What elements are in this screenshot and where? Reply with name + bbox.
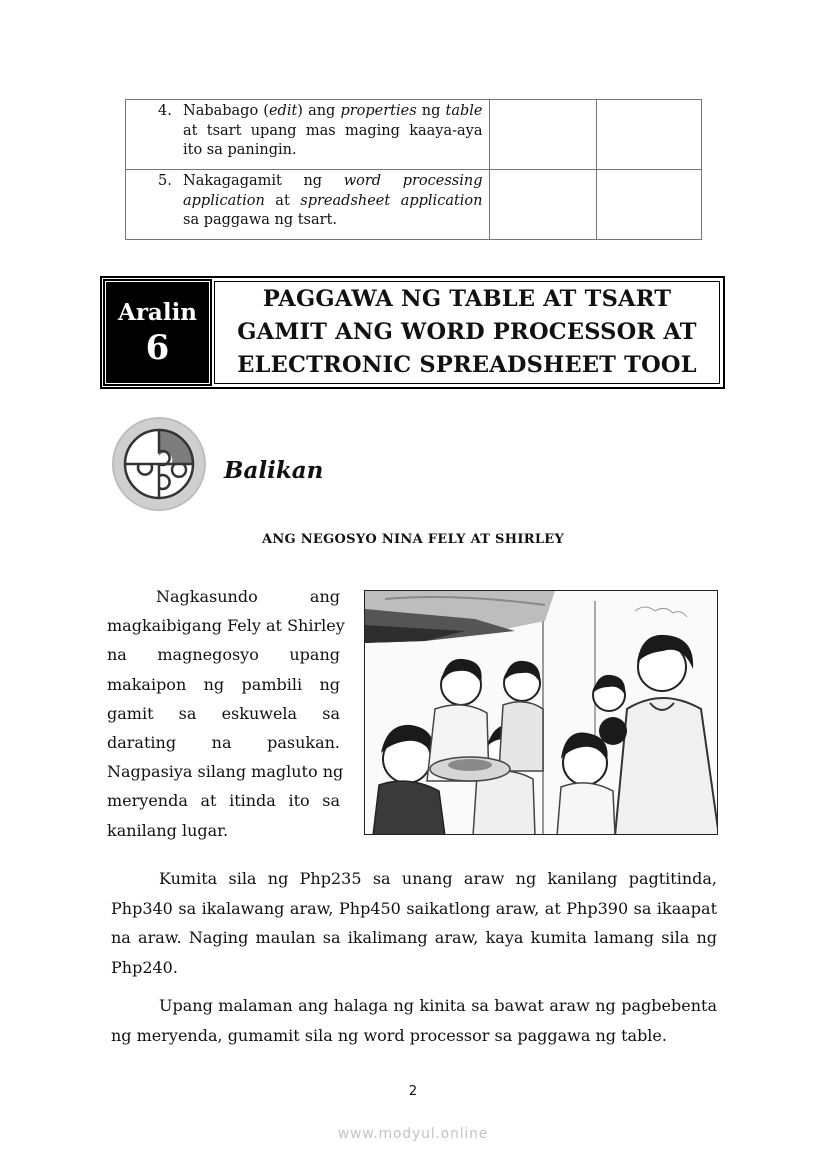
- paragraph: [111, 991, 717, 1050]
- story-illustration: [364, 590, 718, 835]
- story-title: ANG NEGOSYO NINA FELY AT SHIRLEY: [261, 532, 565, 547]
- lesson-label: Aralin: [117, 298, 198, 326]
- lesson-title-line: GAMIT ANG WORD PROCESSOR AT: [237, 319, 697, 345]
- story-line: kanilang lugar.: [107, 820, 229, 840]
- table-row: [126, 170, 702, 240]
- lesson-title-line: PAGGAWA NG TABLE AT TSART: [262, 286, 672, 312]
- page-number: 2: [408, 1084, 418, 1099]
- check-cell: [597, 100, 702, 170]
- story-line: gamit sa eskuwela sa: [107, 703, 340, 723]
- story-paragraph: [107, 582, 345, 845]
- paragraph-text: Kumita sila ng Php235 sa unang araw ng kanilang pagtitinda, Php340 sa ikalawang araw, Php450 saikatlong araw, at Php390 sa ikaapat na araw. Naging maulan sa ikalimang araw, kaya kumita lamang sila ng Php240.: [111, 869, 717, 977]
- text-segment: Nababago (: [183, 103, 269, 119]
- text-segment: ) ang: [297, 103, 341, 119]
- item-number: 5.: [158, 173, 172, 189]
- paragraph-text: Upang malaman ang halaga ng kinita sa bawat araw ng pagbebenta ng meryenda, gumamit sila ng word processor sa paggawa ng table.: [111, 996, 717, 1045]
- objective-cell: [126, 100, 490, 170]
- watermark: www.modyul.online: [337, 1126, 489, 1142]
- story-line: darating na pasukan.: [107, 732, 340, 752]
- lesson-header: [100, 276, 725, 389]
- lesson-title-line: ELECTRONIC SPREADSHEET TOOL: [237, 352, 697, 378]
- check-cell: [489, 170, 597, 240]
- section-title: Balikan: [224, 457, 324, 484]
- text-segment: at: [264, 192, 301, 209]
- lesson-title: [214, 281, 720, 384]
- text-segment: Nakagagamit ng: [183, 173, 344, 189]
- text-segment: word processing application: [183, 173, 483, 209]
- check-cell: [489, 100, 597, 170]
- text-segment: table: [445, 103, 483, 119]
- objective-text: [183, 172, 483, 231]
- objective-cell: [126, 170, 490, 240]
- lesson-badge: [105, 281, 210, 384]
- text-segment: at tsart upang mas maging kaaya-aya ito sa paningin.: [183, 122, 483, 158]
- text-segment: properties: [340, 103, 417, 119]
- story-line: makaipon ng pambili ng: [107, 674, 340, 694]
- item-number: 4.: [158, 103, 172, 119]
- table-row: [126, 100, 702, 170]
- story-line: Nagkasundo ang: [156, 587, 340, 606]
- story-line: na magnegosyo upang: [107, 645, 340, 665]
- text-segment: spreadsheet application: [300, 192, 483, 209]
- check-cell: [597, 170, 702, 240]
- objectives-table: [125, 99, 702, 240]
- story-line: meryenda at itinda ito sa: [107, 791, 340, 811]
- puzzle-icon: [111, 416, 207, 512]
- paragraph: [111, 864, 717, 982]
- story-line: Nagpasiya silang magluto ng: [107, 762, 344, 782]
- text-segment: edit: [268, 103, 298, 119]
- text-segment: ng: [416, 103, 446, 119]
- lesson-number: 6: [145, 327, 170, 368]
- objective-text: [183, 102, 483, 161]
- text-segment: sa paggawa ng tsart.: [183, 212, 338, 228]
- story-line: magkaibigang Fely at Shirley: [107, 616, 345, 636]
